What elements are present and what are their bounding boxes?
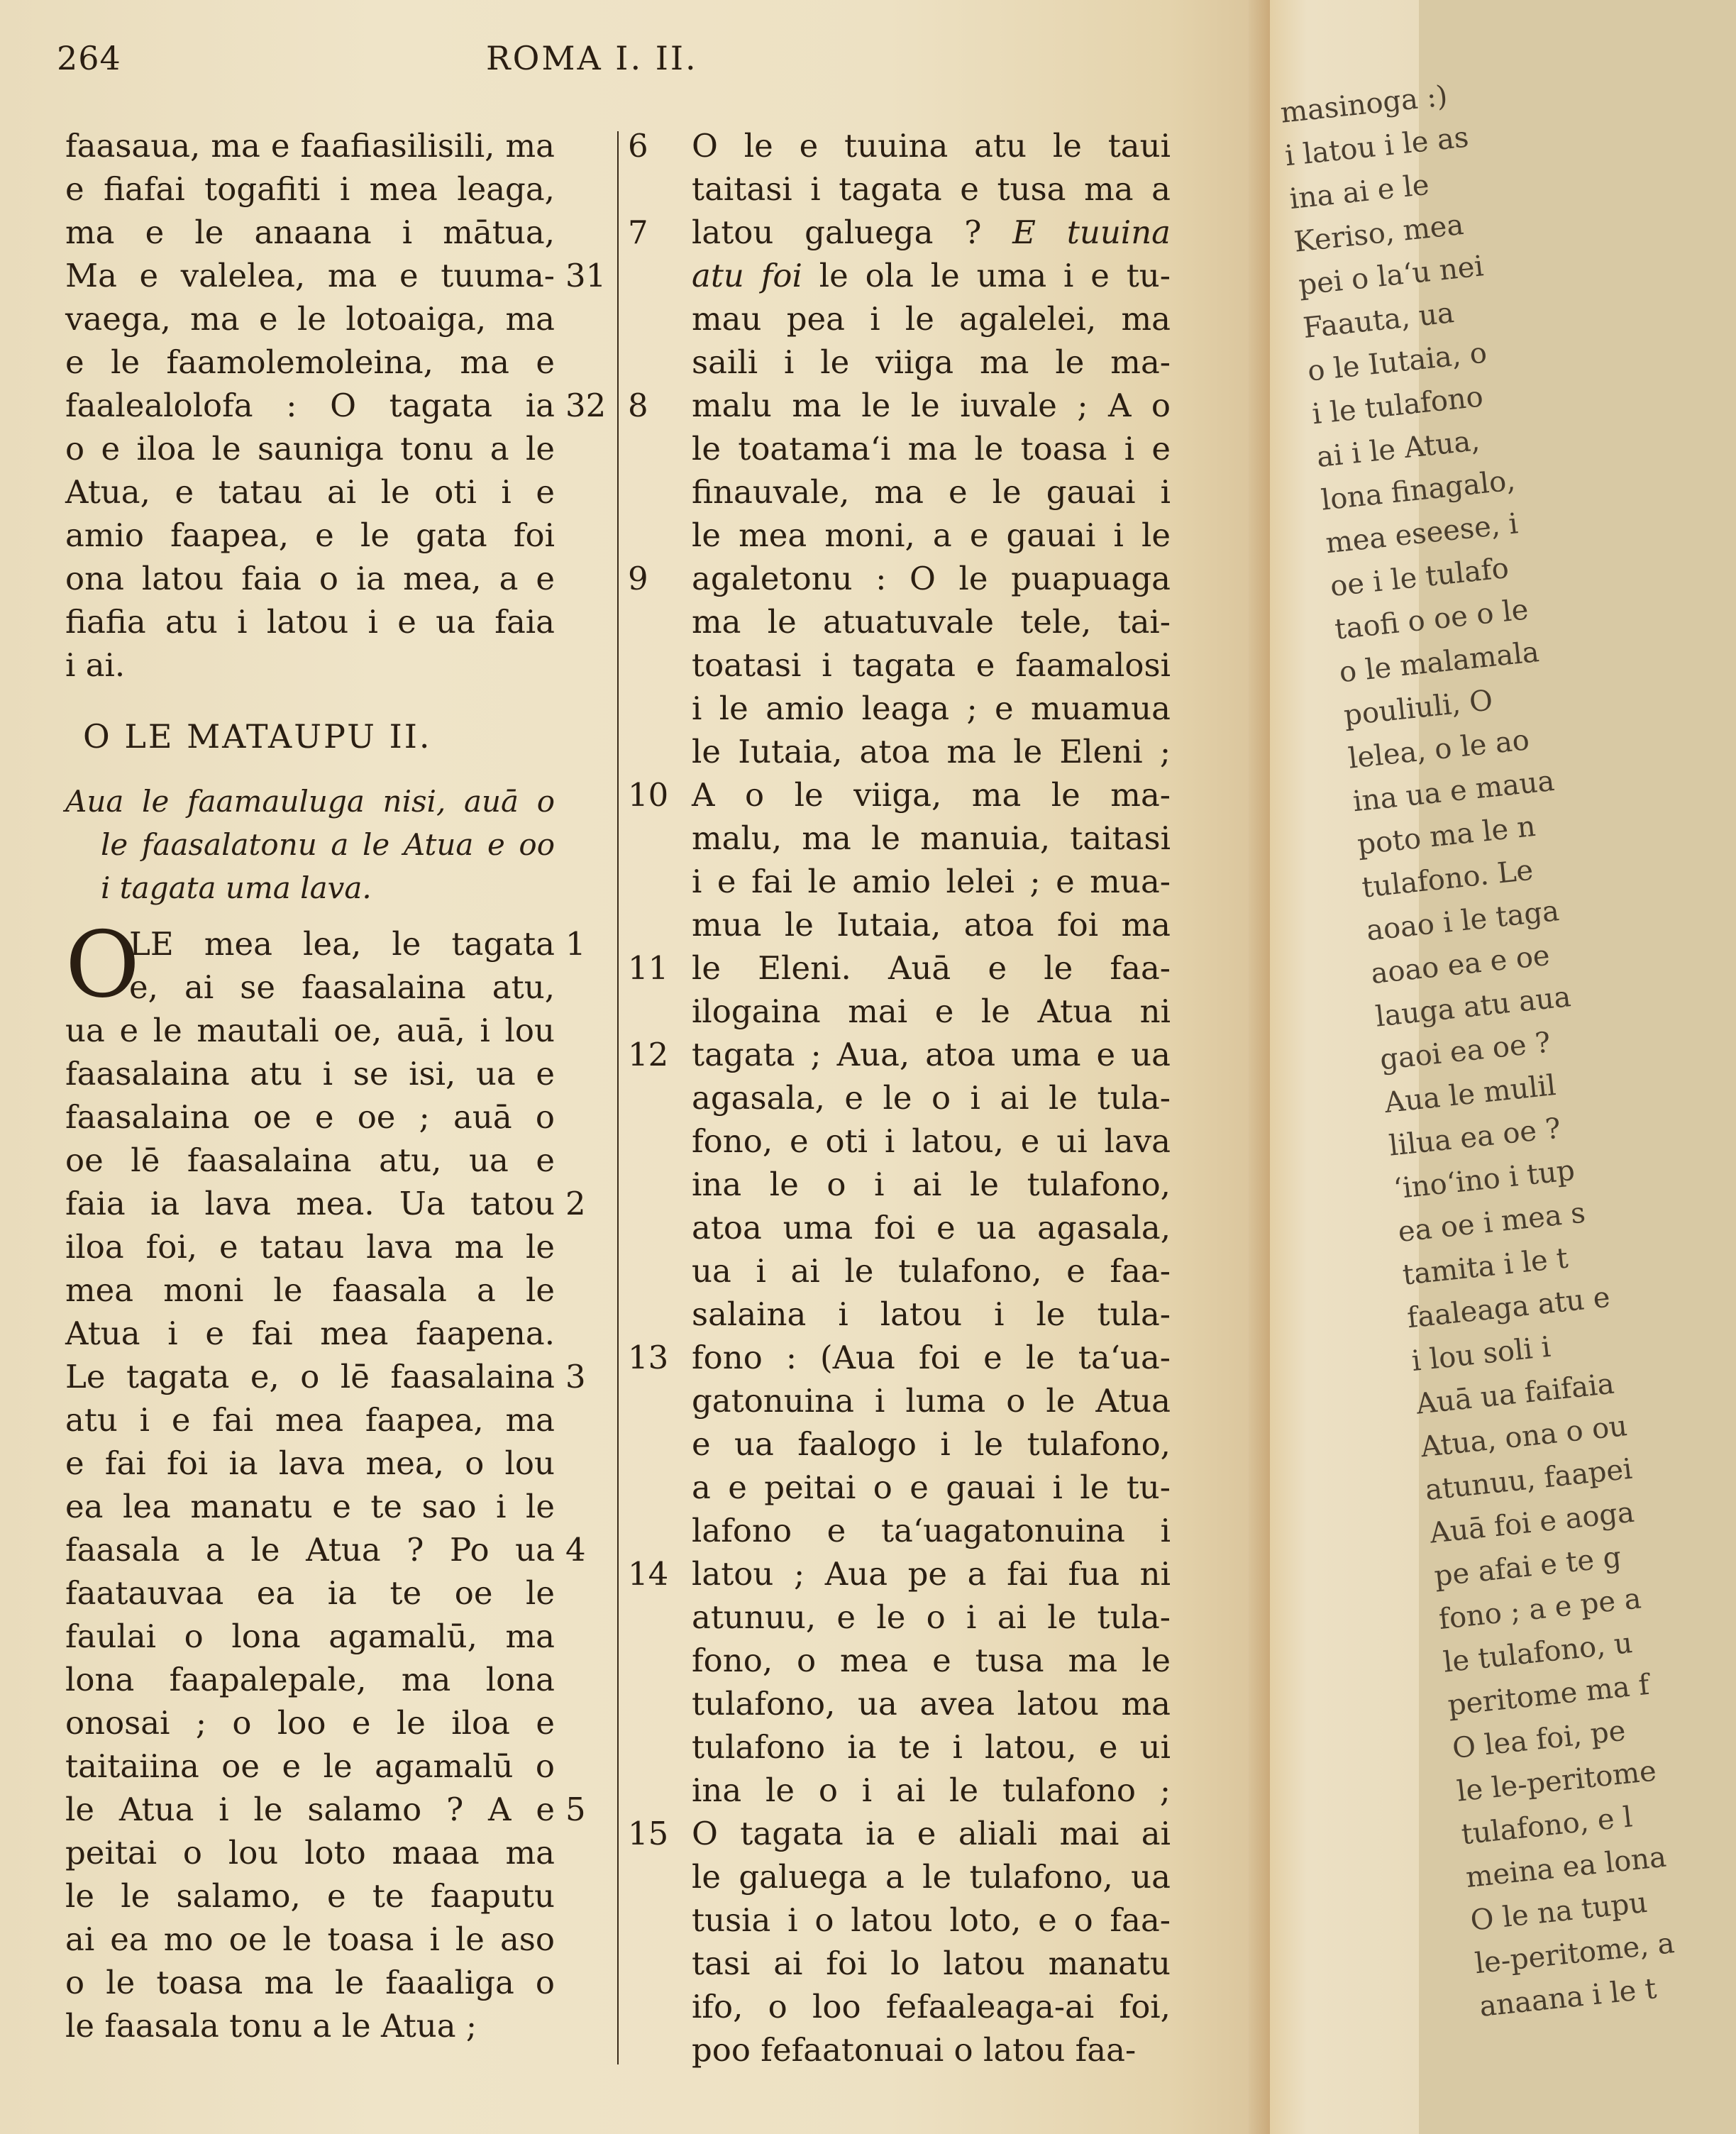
line-text: tulafono ia te i latou, e ui <box>692 1728 1171 1766</box>
facing-line: poto ma le n <box>1356 809 1537 862</box>
facing-line: meina ea lona <box>1464 1840 1668 1895</box>
facing-line: tulafono. Le <box>1360 853 1535 905</box>
text-line <box>628 946 1171 990</box>
text-line <box>65 1139 555 1182</box>
line-text: oe lē faasalaina atu, ua e <box>65 1141 555 1179</box>
text-line <box>65 1831 555 1874</box>
facing-line: lauga atu aua <box>1373 980 1573 1034</box>
text-line <box>692 1725 1171 1769</box>
line-text: A o le viiga, ma le ma- <box>692 776 1171 814</box>
text-line <box>692 514 1171 557</box>
text-line <box>692 1509 1171 1552</box>
text-line <box>65 1355 586 1398</box>
line-text: atu i e fai mea faapea, ma <box>65 1401 555 1439</box>
text-line <box>692 1119 1171 1163</box>
verse-number: 14 <box>628 1555 669 1593</box>
facing-line: taofi o oe o le <box>1333 593 1530 646</box>
line-text: faasalaina oe e oe ; auā o <box>65 1098 555 1136</box>
line-text: saili i le viiga ma le ma- <box>692 343 1171 381</box>
line-text: vaega, ma e le lotoaiga, ma <box>65 300 555 338</box>
line-text: latou galuega ? <box>692 214 982 251</box>
line-text: o le toasa ma le faaaliga o <box>65 1964 555 2001</box>
text-line <box>65 1874 555 1918</box>
line-text: onosai ; o loo e le iloa e <box>65 1704 555 1742</box>
line-text: ina le o i ai le tulafono, <box>692 1166 1171 1203</box>
verse-number: 11 <box>628 949 669 987</box>
text-line <box>692 470 1171 514</box>
line-text: ifo, o loo fefaaleaga-ai foi, <box>692 1988 1171 2025</box>
text-line <box>65 514 555 557</box>
text-line <box>65 124 555 167</box>
text-line <box>628 1336 1171 1379</box>
line-text: tasi ai foi lo latou manatu <box>692 1945 1171 1982</box>
text-line <box>692 1596 1171 1639</box>
verse-number: 32 <box>565 387 607 424</box>
text-line <box>65 1052 555 1095</box>
facing-line: ‘ino‘ino i tup <box>1392 1154 1576 1206</box>
text-line <box>692 297 1171 341</box>
line-text: lona faapalepale, ma lona <box>65 1661 555 1698</box>
line-text: taitasi i tagata e tusa ma a <box>692 170 1171 208</box>
line-text: Ma e valelea, ma e tuuma- <box>65 257 555 294</box>
line-text: le ola le uma i e tu- <box>819 257 1171 294</box>
line-text: o e iloa le sauniga tonu a le <box>65 430 555 468</box>
text-line <box>65 427 555 470</box>
line-text: faasaua, ma e faafiasilisili, ma <box>65 127 555 165</box>
summary-line: Aua le faamauluga nisi, auā o <box>65 784 555 819</box>
right-column-lines <box>628 124 1171 2072</box>
facing-line: aoao ea e oe <box>1369 939 1552 991</box>
text-line <box>65 1571 555 1615</box>
verse-number: 9 <box>628 560 648 597</box>
text-line <box>65 1615 555 1658</box>
text-line <box>692 254 1171 297</box>
verse-number: 8 <box>628 387 648 424</box>
text-line <box>65 1485 555 1528</box>
text-line <box>65 1658 555 1701</box>
verse-number: 1 <box>565 925 586 963</box>
line-text: le le salamo, e te faaputu <box>65 1877 555 1915</box>
line-text: malu, ma le manuia, taitasi <box>692 819 1171 857</box>
facing-line: aoao i le taga <box>1364 895 1561 948</box>
facing-line: atunuu, faapei <box>1423 1452 1634 1508</box>
facing-line: O le na tupu <box>1469 1886 1649 1937</box>
text-line <box>692 817 1171 860</box>
facing-line: mea eseese, i <box>1324 507 1520 560</box>
line-text: ua i ai le tulafono, e faa- <box>692 1252 1171 1290</box>
text-line <box>65 1095 555 1139</box>
facing-line: le tulafono, u <box>1442 1626 1635 1679</box>
italic-text: atu foi <box>692 257 802 294</box>
facing-page-text <box>1278 65 1736 2029</box>
text-line <box>692 643 1171 687</box>
facing-line: masinoga :) <box>1278 79 1449 130</box>
facing-line: faaleaga atu e <box>1405 1281 1612 1335</box>
text-line <box>628 557 1171 600</box>
line-text: le mea moni, a e gauai i le <box>692 516 1171 554</box>
line-text: atunuu, e le o i ai le tula- <box>692 1598 1171 1636</box>
line-text: fono : (Aua foi e le ta‘ua- <box>692 1339 1171 1376</box>
text-line <box>65 2004 555 2047</box>
line-text: O tagata ia e aliali mai ai <box>692 1815 1171 1852</box>
drop-cap: O <box>65 912 140 1018</box>
line-text: fono, e oti i latou, e ui lava <box>692 1122 1171 1160</box>
text-line <box>65 600 555 643</box>
text-line <box>628 1033 1171 1076</box>
text-line <box>65 922 586 966</box>
chapter-two-lines <box>65 912 586 2047</box>
text-line <box>628 1812 1171 1855</box>
text-line <box>65 1528 586 1571</box>
facing-line: Faauta, ua <box>1301 296 1456 345</box>
line-text: ea lea manatu e te sao i le <box>65 1488 555 1525</box>
verse-number: 3 <box>565 1358 586 1395</box>
text-line <box>65 1398 555 1442</box>
text-line <box>65 1701 555 1745</box>
line-text: faia ia lava mea. Ua tatou <box>65 1185 555 1222</box>
text-line <box>65 1182 586 1225</box>
line-text: a e peitai o e gauai i le tu- <box>692 1469 1171 1506</box>
facing-line: peritome ma f <box>1446 1668 1651 1723</box>
line-text: ina le o i ai le tulafono ; <box>692 1771 1171 1809</box>
facing-line: lona finagalo, <box>1320 464 1517 517</box>
chapter-two-text <box>65 912 586 2047</box>
text-line <box>65 1918 555 1961</box>
facing-line: pei o la‘u nei <box>1297 250 1486 302</box>
text-line <box>628 1552 1171 1596</box>
line-text: latou ; Aua pe a fai fua ni <box>692 1555 1171 1593</box>
line-text: finauvale, ma e le gauai i <box>692 473 1171 511</box>
line-text: e, ai se faasalaina atu, <box>129 968 555 1006</box>
text-line <box>65 1312 555 1355</box>
line-text: atoa uma foi e ua agasala, <box>692 1209 1171 1246</box>
line-text: i ai. <box>65 646 126 684</box>
text-line <box>692 1076 1171 1119</box>
verse-number: 31 <box>565 257 607 294</box>
running-head <box>57 39 1206 82</box>
text-line <box>65 1745 555 1788</box>
left-column <box>65 124 607 2047</box>
line-text: tusia i o latou loto, e o faa- <box>692 1901 1171 1939</box>
line-text: le Eleni. Auā e le faa- <box>692 949 1171 987</box>
facing-line: ina ai e le <box>1288 168 1431 216</box>
facing-line: pe afai e te g <box>1432 1540 1623 1593</box>
line-text: ona latou faia o ia mea, a e <box>65 560 555 597</box>
running-title: ROMA I. II. <box>486 39 698 77</box>
line-text: iloa foi, e tatau lava ma le <box>65 1228 555 1266</box>
line-text: i le amio leaga ; e muamua <box>692 690 1171 727</box>
text-line <box>65 1961 555 2004</box>
facing-line: gaoi ea oe ? <box>1378 1026 1552 1077</box>
text-line <box>692 1769 1171 1812</box>
text-line <box>65 1788 586 1831</box>
verse-number: 7 <box>628 214 648 251</box>
line-text: i e fai le amio lelei ; e mua- <box>692 863 1171 900</box>
line-text: le toatama‘i ma le toasa i e <box>692 430 1171 468</box>
facing-line: Aua le mulil <box>1383 1068 1558 1120</box>
text-line <box>692 860 1171 903</box>
line-text: tulafono, ua avea latou ma <box>692 1685 1171 1723</box>
text-line <box>65 384 607 427</box>
text-line <box>65 1442 555 1485</box>
text-line <box>692 1206 1171 1249</box>
column-rule <box>617 131 619 2064</box>
facing-line: oe i le tulafo <box>1328 551 1510 604</box>
line-text: poo fefaatonuai o latou faa- <box>692 2031 1137 2069</box>
text-line <box>692 1379 1171 1422</box>
line-text: fono, o mea e tusa ma le <box>692 1642 1171 1679</box>
line-text: lafono e ta‘uagatonuina i <box>692 1512 1171 1549</box>
facing-line: lelea, o le ao <box>1347 724 1531 775</box>
line-text: faatauvaa ea ia te oe le <box>65 1574 555 1612</box>
line-text: le faasala tonu a le Atua ; <box>65 2007 477 2045</box>
line-text: ua e le mautali oe, auā, i lou <box>65 1012 555 1049</box>
verse-number: 4 <box>565 1531 586 1569</box>
text-line <box>628 124 1171 167</box>
line-text: LE mea lea, le tagata <box>129 925 555 963</box>
text-line <box>692 903 1171 946</box>
facing-line: i le tulafono <box>1310 380 1485 431</box>
facing-line: le le-peritome <box>1455 1754 1658 1808</box>
line-text: toatasi i tagata e faamalosi <box>692 646 1171 684</box>
text-line <box>692 1293 1171 1336</box>
text-line <box>65 297 555 341</box>
text-line <box>65 643 555 687</box>
facing-page <box>1270 0 1676 2134</box>
text-line <box>692 1855 1171 1898</box>
line-text: le galuega a le tulafono, ua <box>692 1858 1171 1896</box>
text-line <box>692 1942 1171 1985</box>
facing-line: pouliuli, O <box>1342 684 1495 733</box>
chapter-heading: O LE MATAUPU II. <box>83 717 432 756</box>
facing-line: tamita i le t <box>1400 1242 1570 1292</box>
text-line <box>692 1163 1171 1206</box>
text-line <box>65 1225 555 1268</box>
line-text: ma e le anaana i mātua, <box>65 214 555 251</box>
text-line <box>628 211 1171 254</box>
line-text: taitaiina oe e le agamalū o <box>65 1747 555 1785</box>
line-text: faasala a le Atua ? Po ua <box>65 1531 555 1569</box>
text-line <box>65 167 555 211</box>
facing-line: lilua ea oe ? <box>1387 1112 1563 1163</box>
verse-number: 13 <box>628 1339 669 1376</box>
facing-line: o le malamala <box>1337 636 1541 690</box>
italic-text: E tuuina <box>1012 214 1171 251</box>
line-text: tagata ; Aua, atoa uma e ua <box>692 1036 1171 1073</box>
line-text: Atua, e tatau ai le oti i e <box>65 473 555 511</box>
line-text: ilogaina mai e le Atua ni <box>692 993 1171 1030</box>
text-line <box>692 1422 1171 1466</box>
text-line <box>692 1249 1171 1293</box>
chapter-one-ending <box>65 124 607 687</box>
verse-number: 2 <box>565 1185 586 1222</box>
text-line <box>65 1268 555 1312</box>
text-line <box>65 557 555 600</box>
facing-line: i lou soli i <box>1410 1330 1552 1378</box>
verse-number: 15 <box>628 1815 669 1852</box>
line-text: fiafia atu i latou i e ua faia <box>65 603 555 641</box>
line-text: ma le atuatuvale tele, tai- <box>692 603 1171 641</box>
facing-line: Auā foi e aoga <box>1428 1496 1636 1550</box>
text-line <box>65 254 607 297</box>
line-text: malu ma le le iuvale ; A o <box>692 387 1171 424</box>
verse-number: 6 <box>628 127 648 165</box>
facing-line: le-peritome, a <box>1473 1927 1676 1981</box>
facing-line: fono ; a e pe a <box>1437 1582 1643 1637</box>
text-line <box>692 1466 1171 1509</box>
text-line <box>692 1898 1171 1942</box>
text-line <box>692 1639 1171 1682</box>
line-text: faalealolofa : O tagata ia <box>65 387 555 424</box>
text-line <box>692 1682 1171 1725</box>
facing-line: o le Iutaia, o <box>1305 336 1489 388</box>
line-text: agaletonu : O le puapuaga <box>692 560 1171 597</box>
facing-line: tulafono, e l <box>1459 1801 1635 1852</box>
summary-line: i tagata uma lava. <box>101 870 372 905</box>
line-text: e ua faalogo i le tulafono, <box>692 1425 1171 1463</box>
facing-line: anaana i le t <box>1478 1972 1659 2024</box>
text-line <box>692 990 1171 1033</box>
line-text: Le tagata e, o lē faasalaina <box>65 1358 555 1395</box>
line-text: faasalaina atu i se isi, ua e <box>65 1055 555 1093</box>
text-line <box>692 427 1171 470</box>
line-text: gatonuina i luma o le Atua <box>692 1382 1171 1420</box>
text-line <box>692 341 1171 384</box>
line-text: le Iutaia, atoa ma le Eleni ; <box>692 733 1171 770</box>
text-line <box>692 2028 1171 2072</box>
verse-number: 5 <box>565 1791 586 1828</box>
text-line <box>65 1009 555 1052</box>
facing-line: ina ua e maua <box>1351 764 1557 819</box>
facing-line: ai i le Atua, <box>1315 424 1481 475</box>
line-text: peitai o lou loto maaa ma <box>65 1834 555 1872</box>
text-line <box>65 470 555 514</box>
text-line <box>65 966 555 1009</box>
line-text: mea moni le faasala a le <box>65 1271 555 1309</box>
right-column <box>628 124 1171 2072</box>
line-text: amio faapea, e le gata foi <box>65 516 555 554</box>
text-line <box>692 167 1171 211</box>
line-text: e fiafai togafiti i mea leaga, <box>65 170 555 208</box>
facing-line: Atua, ona o ou <box>1419 1410 1629 1464</box>
line-text: faulai o lona agamalū, ma <box>65 1618 555 1655</box>
summary-line: le faasalatonu a le Atua e oo <box>101 827 555 862</box>
facing-line: Auā ua faifaia <box>1415 1367 1616 1421</box>
line-text: salaina i latou i le tula- <box>692 1295 1171 1333</box>
line-text: le Atua i le salamo ? A e <box>65 1791 555 1828</box>
facing-line: O lea foi, pe <box>1451 1714 1627 1766</box>
facing-line: ea oe i mea s <box>1396 1196 1587 1249</box>
text-line <box>692 730 1171 773</box>
line-text: e le faamolemoleina, ma e <box>65 343 555 381</box>
text-line <box>692 1985 1171 2028</box>
chapter-summary <box>65 780 555 910</box>
text-line <box>65 211 555 254</box>
line-text: O le e tuuina atu le taui <box>692 127 1171 165</box>
line-text: Atua i e fai mea faapena. <box>65 1315 555 1352</box>
facing-line: Keriso, mea <box>1292 208 1466 259</box>
page-number: 264 <box>57 39 121 77</box>
text-line <box>628 773 1171 817</box>
text-line <box>65 341 555 384</box>
line-text: ai ea mo oe le toasa i le aso <box>65 1920 555 1958</box>
line-text: agasala, e le o i ai le tula- <box>692 1079 1171 1117</box>
line-text: mau pea i le agalelei, ma <box>692 300 1171 338</box>
facing-line: i latou i le as <box>1283 121 1471 173</box>
line-text: mua le Iutaia, atoa foi ma <box>692 906 1171 944</box>
text-line <box>692 600 1171 643</box>
verse-number: 10 <box>628 776 669 814</box>
text-line <box>628 384 1171 427</box>
text-line <box>692 687 1171 730</box>
line-text: e fai foi ia lava mea, o lou <box>65 1444 555 1482</box>
verse-number: 12 <box>628 1036 669 1073</box>
